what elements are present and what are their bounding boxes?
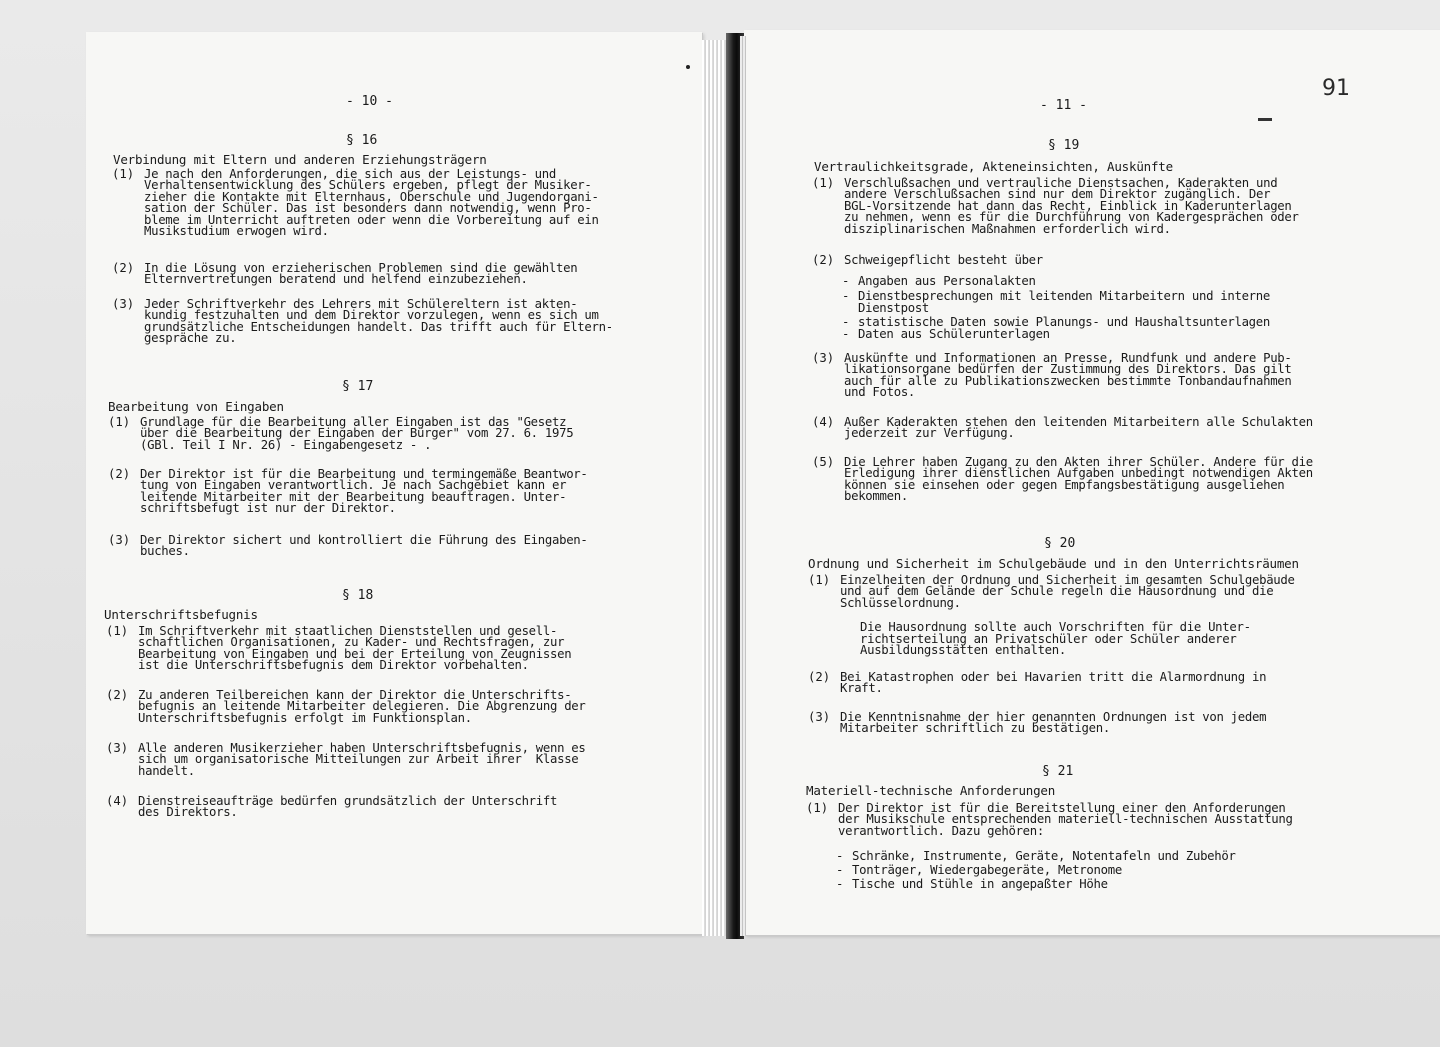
paragraph-number: (1) [108,415,131,429]
paragraph-text: Grundlage für die Bearbeitung aller Eingaben ist das "Gesetz über die Bearbeitung der Eingaben der Bürger" vom 27. 6. 1975 (GBl. Teil I Nr. 26) - Eingabengesetz - . [140,415,574,452]
section-number-16: § 16 [346,133,378,148]
paragraph-number: (2) [112,261,135,275]
left-page [86,32,702,934]
paragraph-number: (1) [106,624,129,638]
paragraph-number: (1) [112,167,135,181]
paragraph-text: Jeder Schriftverkehr des Lehrers mit Schülereltern ist akten- kundig festzuhalten und dem Direktor vorzulegen, wenn es sich um grundsätzliche Entscheidungen handelt. Das trifft auch für Eltern- gespräche zu. [144,297,613,346]
section-title-18: Unterschriftsbefugnis [104,607,258,622]
section-number-19: § 19 [1048,138,1080,153]
paragraph-number: (2) [808,670,831,684]
section-number-17: § 17 [342,379,374,394]
ink-dot [686,65,690,69]
right-page-edge [740,36,746,936]
paragraph-number: (2) [812,253,835,267]
paragraph-text: Zu anderen Teilbereichen kann der Direktor die Unterschrifts- befugnis an leitende Mitarbeiter delegieren. Die Abgrenzung der Unterschriftsbefugnis erfolgt im Funktionsplan. [138,688,586,725]
paragraph-text: Alle anderen Musikerzieher haben Unterschriftsbefugnis, wenn es sich um organisatorische Mitteilungen zur Arbeit ihrer Klasse handelt. [138,741,586,778]
paragraph-text: Auskünfte und Informationen an Presse, Rundfunk und andere Pub- likationsorgane bedürfen der Zustimmung des Direktors. Das gilt auch für alle zu Publikationszwecken bestimmte Tonbandaufnahmen und Fotos. [844,351,1292,400]
paragraph-number: (3) [112,297,135,311]
paragraph-number: (4) [812,415,835,429]
paragraph-number: (2) [108,467,131,481]
folio-mark [1258,118,1272,121]
paragraph-text: Der Direktor sichert und kontrolliert die Führung des Eingaben- buches. [140,533,588,559]
page-number-right: - 11 - [1040,98,1087,113]
section-title-16: Verbindung mit Eltern und anderen Erziehungsträgern [113,152,487,167]
paragraph-number: (1) [806,801,829,815]
paragraph-text: Der Direktor ist für die Bereitstellung einer den Anforderungen der Musikschule entsprechenden materiell-technischen Ausstattung verantwortlich. Dazu gehören: [838,801,1293,838]
paragraph-number: (3) [108,533,131,547]
section-title-17: Bearbeitung von Eingaben [108,399,284,414]
paragraph-number: (3) [808,710,831,724]
page-number-left: - 10 - [346,94,393,109]
paragraph-text: Bei Katastrophen oder bei Havarien tritt die Alarmordnung in Kraft. [840,670,1267,696]
paragraph-number: (3) [812,351,835,365]
paragraph-text: Je nach den Anforderungen, die sich aus der Leistungs- und Verhaltensentwicklung des Schülers ergeben, pflegt der Musiker- zieher die Kontakte mit Elternhaus, Oberschule und Jugendorgani- sation der Schüler. Das ist besonders dann notwendig, wenn Pro- bleme im Unterricht auftreten oder wenn die Vorbereitung auf ein Musikstudium erwogen wird. [144,167,599,239]
right-page: 91 - 11 - § 19 Vertraulichkeitsgrade, Akteneinsichten, Auskünfte (1) Verschlußsachen und vertrauliche Dienstsachen, Kaderakten und andere Verschlußsachen sind nur dem Direktor zugänglich. Der BGL-Vorsitzende hat dann das Recht, Einblick in Kaderunterlagen zu nehmen, wenn es für die Durchführung von Kadergesprächen oder disziplinarischen Maßnahmen erforderlich wird. (2) Schweigepflicht besteht über - Angaben aus Personalakten - Dienstbesprechungen mit leitenden Mitarbeitern und interne Dienstpost - statistische Daten sowie Planungs- und Haushaltsunterlagen - Daten aus Schülerunterlagen (3) Auskünfte und Informationen an Presse, Rundfunk und andere Pub- likationsorgane bedürfen der Zustimmung des Direktors. Das gilt auch für alle zu Publikationszwecken bestimmte Tonbandaufnahmen und Fotos. (4) Außer Kaderakten stehen den leitenden Mitarbeitern alle Schulakten jederzeit zur Verfügung. (5) Die Lehrer haben Zugang zu den Akten ihrer Schüler. Andere für die Erledigung ihrer dienstlichen Aufgaben unbedingt notwendigen Akten können sie einsehen oder gegen Empfangsbestätigung ausgeliehen bekommen. § 20 Ordnung und Sicherheit im Schulgebäude und in den Unterrichtsräumen (1) Einzelheiten der Ordnung und Sicherheit im gesamten Schulgebäude und auf dem Gelände der Schule regeln die Hausordnung und die Schlüsselordnung. Die Hausordnung sollte auch Vorschriften für die Unter- richtserteilung an Privatschüler oder Schüler anderer Ausbildungsstätten enthalten. (2) Bei Katastrophen oder bei Havarien tritt die Alarmordnung in Kraft. (3) Die Kenntnisnahme der hier genannten Ordnungen ist von jedem Mitarbeiter schriftlich zu bestätigen. § 21 Materiell-technische Anforderungen (1) Der Direktor ist für die Bereitstellung einer den Anforderungen der Musikschule entsprechenden materiell-technischen Ausstattung verantwortlich. Dazu gehören: - Schränke, Instrumente, Geräte, Notentafeln und Zubehör - Tonträger, Wiedergabegeräte, Metronome - Tische und Stühle in angepaßter Höhe [744,30,1440,935]
paragraph-text: Die Kenntnisnahme der hier genannten Ordnungen ist von jedem Mitarbeiter schriftlich zu bestätigen. [840,710,1267,736]
paragraph-text: Im Schriftverkehr mit staatlichen Dienststellen und gesell- schaftlichen Organisationen, zu Kader- und Rechtsfragen, zur Bearbeitung von Eingaben und bei der Erteilung von Zeugnissen ist die Unterschriftsbefugnis dem Direktor vorbehalten. [138,624,572,673]
paragraph-text: Der Direktor ist für die Bearbeitung und termingemäße Beantwor- tung von Eingaben verantwortlich. Je nach Sachgebiet kann er leitende Mitarbeiter mit der Bearbeitung beauftragen. Unter- schriftsbefugt ist nur der Direktor. [140,467,588,516]
section-title-20: Ordnung und Sicherheit im Schulgebäude und in den Unterrichtsräumen [808,556,1299,571]
paragraph-number: (1) [812,176,835,190]
paragraph-text: Außer Kaderakten stehen den leitenden Mitarbeitern alle Schulakten jederzeit zur Verfügung. [844,415,1313,441]
paragraph-number: (5) [812,455,835,469]
section-number-20: § 20 [1044,536,1076,551]
paragraph-text: Dienstreiseaufträge bedürfen grundsätzlich der Unterschrift des Direktors. [138,794,558,820]
paragraph-text: Schweigepflicht besteht über [844,253,1043,267]
paragraph-text: Die Lehrer haben Zugang zu den Akten ihrer Schüler. Andere für die Erledigung ihrer dienstlichen Aufgaben unbedingt notwendigen Akten können sie einsehen oder gegen Empfangsbestätigung ausgeliehen bekommen. [844,455,1313,504]
paragraph-text: Einzelheiten der Ordnung und Sicherheit im gesamten Schulgebäude und auf dem Gelände der Schule regeln die Hausordnung und die Schlüsselordnung. [840,573,1295,610]
section-number-18: § 18 [342,588,374,603]
paragraph-number: (1) [808,573,831,587]
paragraph-number: (4) [106,794,129,808]
section-title-19: Vertraulichkeitsgrade, Akteneinsichten, Auskünfte [814,159,1173,174]
section-number-21: § 21 [1042,764,1074,779]
paragraph-text: Verschlußsachen und vertrauliche Dienstsachen, Kaderakten und andere Verschlußsachen sind nur dem Direktor zugänglich. Der BGL-Vorsitzende hat dann das Recht, Einblick in Kaderunterlagen zu nehmen, wenn es für die Durchführung von Kadergesprächen oder disziplinarischen Maßnahmen erforderlich wird. [844,176,1299,236]
section-title-21: Materiell-technische Anforderungen [806,783,1056,798]
folio-number: 91 [1322,76,1350,101]
paragraph-number: (3) [106,741,129,755]
paragraph-number: (2) [106,688,129,702]
paragraph-20-note: Die Hausordnung sollte auch Vorschriften für die Unter- richtserteilung an Privatschüler oder Schüler anderer Ausbildungsstätten enthalten. [860,620,1251,658]
paragraph-text: In die Lösung von erzieherischen Problemen sind die gewählten Elternvertretungen beratend und helfend einzubeziehen. [144,261,578,287]
page-edge-stack [702,40,726,936]
